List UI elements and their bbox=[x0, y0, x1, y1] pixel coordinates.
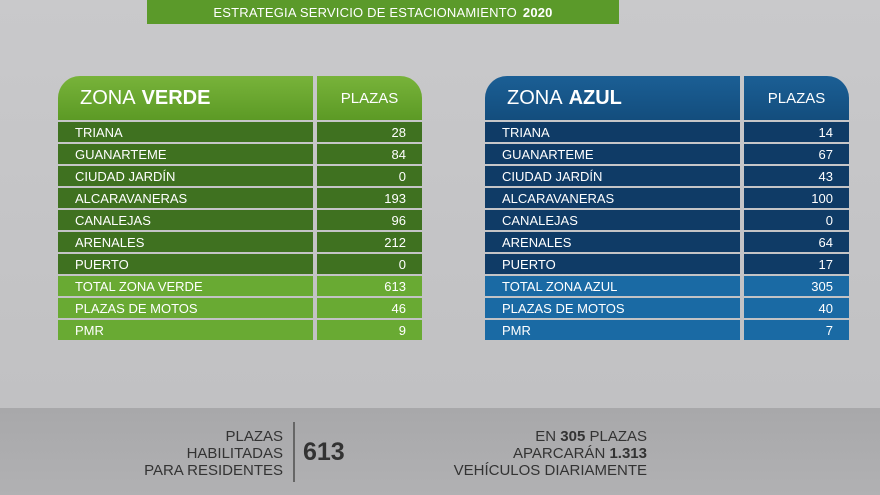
row-name: TRIANA bbox=[58, 122, 313, 142]
zona-azul-table bbox=[485, 76, 849, 342]
zona-azul-prefix: ZONA bbox=[507, 86, 563, 109]
table-row bbox=[485, 188, 849, 208]
row-value: 14 bbox=[744, 122, 849, 142]
table-row bbox=[58, 320, 422, 340]
table-row-total bbox=[58, 276, 422, 296]
row-value: 305 bbox=[744, 276, 849, 296]
summary-bar bbox=[0, 408, 880, 495]
row-value: 46 bbox=[317, 298, 422, 318]
daily-vehicles-text bbox=[420, 428, 647, 479]
resident-spaces-label bbox=[130, 428, 283, 479]
row-value: 9 bbox=[317, 320, 422, 340]
resident-label-line2: HABILITADAS bbox=[186, 445, 283, 462]
row-value: 28 bbox=[317, 122, 422, 142]
row-name: CANALEJAS bbox=[58, 210, 313, 230]
row-name: CIUDAD JARDÍN bbox=[58, 166, 313, 186]
row-value: 43 bbox=[744, 166, 849, 186]
row-value: 212 bbox=[317, 232, 422, 252]
table-row bbox=[58, 122, 422, 142]
row-name: PLAZAS DE MOTOS bbox=[58, 298, 313, 318]
daily-line1-b: PLAZAS bbox=[589, 428, 647, 445]
zona-azul-col-header: PLAZAS bbox=[744, 76, 849, 120]
table-row bbox=[485, 210, 849, 230]
table-row bbox=[485, 122, 849, 142]
row-value: 100 bbox=[744, 188, 849, 208]
row-name: ARENALES bbox=[485, 232, 740, 252]
table-row bbox=[58, 144, 422, 164]
row-value: 40 bbox=[744, 298, 849, 318]
row-value: 0 bbox=[744, 210, 849, 230]
row-value: 613 bbox=[317, 276, 422, 296]
table-row bbox=[58, 166, 422, 186]
row-value: 96 bbox=[317, 210, 422, 230]
row-name: GUANARTEME bbox=[58, 144, 313, 164]
row-name: TRIANA bbox=[485, 122, 740, 142]
row-value: 193 bbox=[317, 188, 422, 208]
row-name: CANALEJAS bbox=[485, 210, 740, 230]
resident-label-line3: PARA RESIDENTES bbox=[144, 462, 283, 479]
table-row bbox=[58, 254, 422, 274]
daily-line1 bbox=[420, 428, 647, 445]
row-name: TOTAL ZONA VERDE bbox=[58, 276, 313, 296]
summary-divider bbox=[293, 422, 295, 482]
row-name: PMR bbox=[485, 320, 740, 340]
zona-verde-table bbox=[58, 76, 422, 342]
table-row bbox=[58, 298, 422, 318]
row-value: 67 bbox=[744, 144, 849, 164]
table-row bbox=[58, 210, 422, 230]
zona-azul-rows bbox=[485, 122, 849, 340]
zona-verde-col-header: PLAZAS bbox=[317, 76, 422, 120]
row-name: PUERTO bbox=[58, 254, 313, 274]
row-name: ARENALES bbox=[58, 232, 313, 252]
row-name: TOTAL ZONA AZUL bbox=[485, 276, 740, 296]
table-row bbox=[485, 232, 849, 252]
zona-verde-header bbox=[58, 76, 422, 120]
row-value: 84 bbox=[317, 144, 422, 164]
row-value: 17 bbox=[744, 254, 849, 274]
title-bar bbox=[147, 0, 619, 24]
daily-line2-num: 1.313 bbox=[609, 445, 647, 462]
zona-azul-header bbox=[485, 76, 849, 120]
table-row-total bbox=[485, 276, 849, 296]
zona-verde-title bbox=[58, 76, 313, 120]
table-row bbox=[485, 254, 849, 274]
row-name: PMR bbox=[58, 320, 313, 340]
table-row bbox=[58, 232, 422, 252]
resident-label-line1: PLAZAS bbox=[225, 428, 283, 445]
daily-line1-num: 305 bbox=[560, 428, 586, 445]
daily-line3: VEHÍCULOS DIARIAMENTE bbox=[453, 462, 647, 479]
table-row bbox=[485, 298, 849, 318]
row-value: 0 bbox=[317, 166, 422, 186]
row-name: GUANARTEME bbox=[485, 144, 740, 164]
row-name: PLAZAS DE MOTOS bbox=[485, 298, 740, 318]
zona-azul-name: AZUL bbox=[568, 86, 622, 109]
daily-line2-a: APARCARÁN bbox=[513, 445, 606, 462]
zona-azul-title bbox=[485, 76, 740, 120]
row-name: ALCARAVANERAS bbox=[58, 188, 313, 208]
zona-verde-rows bbox=[58, 122, 422, 340]
row-name: CIUDAD JARDÍN bbox=[485, 166, 740, 186]
row-value: 7 bbox=[744, 320, 849, 340]
title-year: 2020 bbox=[522, 4, 553, 20]
row-name: ALCARAVANERAS bbox=[485, 188, 740, 208]
zona-verde-name: VERDE bbox=[141, 86, 211, 109]
daily-line1-a: EN bbox=[535, 428, 557, 445]
table-row bbox=[485, 320, 849, 340]
zona-verde-prefix: ZONA bbox=[80, 86, 136, 109]
title-text: ESTRATEGIA SERVICIO DE ESTACIONAMIENTO bbox=[213, 4, 517, 20]
row-value: 64 bbox=[744, 232, 849, 252]
row-name: PUERTO bbox=[485, 254, 740, 274]
resident-spaces-number: 613 bbox=[303, 438, 345, 466]
table-row bbox=[485, 144, 849, 164]
row-value: 0 bbox=[317, 254, 422, 274]
daily-line2 bbox=[420, 445, 647, 462]
table-row bbox=[58, 188, 422, 208]
table-row bbox=[485, 166, 849, 186]
